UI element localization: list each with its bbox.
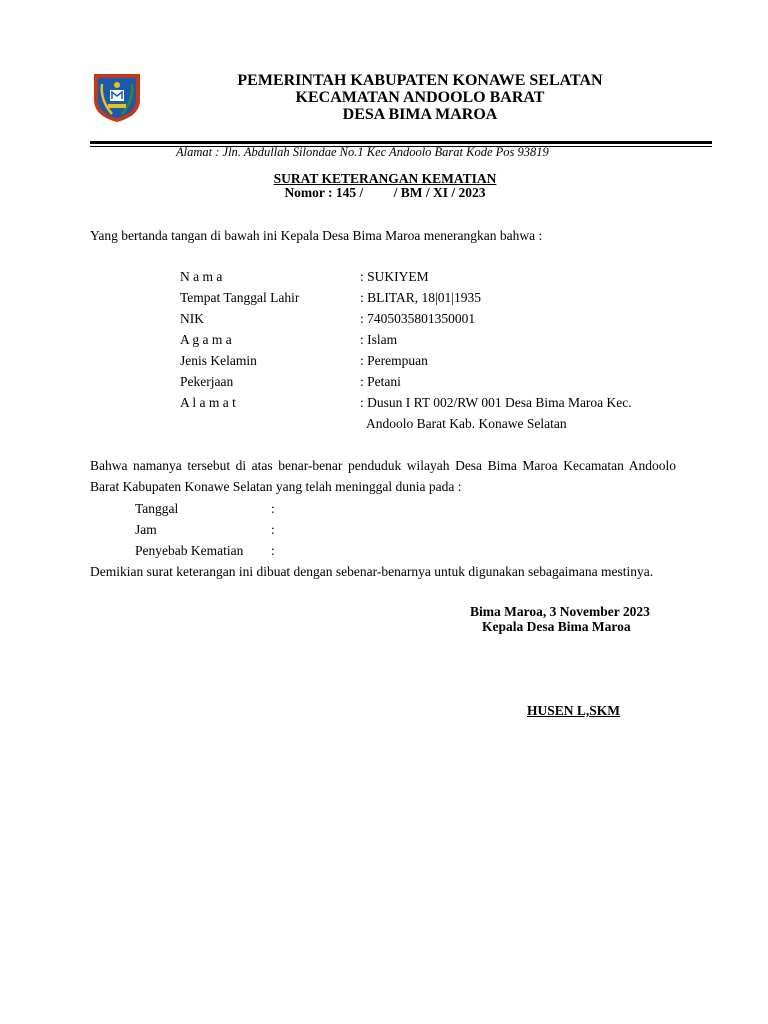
letterhead-divider-thick: [90, 141, 712, 144]
data-value: : 7405035801350001: [360, 311, 476, 326]
letterhead-line-3: DESA BIMA MAROA: [342, 106, 498, 123]
data-label: Tempat Tanggal Lahir: [180, 290, 300, 305]
detail-row-jam: [135, 519, 435, 540]
closing-paragraph: Demikian surat keterangan ini dibuat dengan sebenar-benarnya untuk digunakan sebagaimana mestinya.: [90, 564, 654, 579]
data-row-agama: [180, 329, 700, 350]
data-row-jenis-kelamin: [180, 350, 700, 371]
data-value: : BLITAR, 18|01|1935: [360, 290, 481, 305]
opening-paragraph: Yang bertanda tangan di bawah ini Kepala Desa Bima Maroa menerangkan bahwa :: [90, 228, 543, 243]
data-label: N a m a: [180, 269, 223, 284]
letterhead-address: Alamat : Jln. Abdullah Silondae No.1 Kec Andoolo Barat Kode Pos 93819: [176, 145, 549, 159]
data-label: Jenis Kelamin: [180, 353, 257, 368]
data-label: Pekerjaan: [180, 374, 234, 389]
data-row-alamat: [180, 392, 700, 413]
data-row-pekerjaan: [180, 371, 700, 392]
data-row-nama: [180, 266, 700, 287]
data-label: NIK: [180, 311, 204, 326]
signature-place-date: Bima Maroa, 3 November 2023: [470, 604, 650, 619]
data-label: A g a m a: [180, 332, 232, 347]
data-value: : Islam: [360, 332, 398, 347]
data-value: Andoolo Barat Kab. Konawe Selatan: [360, 416, 567, 431]
letterhead-line-2: KECAMATAN ANDOOLO BARAT: [295, 89, 545, 106]
data-value: : Dusun I RT 002/RW 001 Desa Bima Maroa Kec.: [360, 395, 632, 410]
data-label: A l a m a t: [180, 395, 236, 410]
data-row-nik: [180, 308, 700, 329]
detail-label: Penyebab Kematian: [135, 543, 244, 558]
letterhead-line-1: PEMERINTAH KABUPATEN KONAWE SELATAN: [237, 72, 603, 89]
statement-paragraph: Bahwa namanya tersebut di atas benar-benar penduduk wilayah Desa Bima Maroa Kecamatan Andoolo Barat Kabupaten Konawe Selatan yang telah meninggal dunia pada :: [90, 458, 676, 494]
document-title: SURAT KETERANGAN KEMATIAN: [273, 171, 497, 186]
data-row-ttl: [180, 287, 700, 308]
regency-emblem-icon: [88, 70, 146, 124]
detail-colon: :: [271, 522, 275, 537]
data-value: : SUKIYEM: [360, 269, 429, 284]
signatory-name: HUSEN L,SKM: [527, 703, 621, 718]
detail-colon: :: [271, 543, 275, 558]
data-row-alamat-cont: [180, 413, 700, 434]
letterhead-title: [170, 72, 670, 123]
data-value: : Petani: [360, 374, 401, 389]
detail-colon: :: [271, 501, 275, 516]
detail-label: Tanggal: [135, 501, 179, 516]
detail-row-penyebab: [135, 540, 435, 561]
data-value: : Perempuan: [360, 353, 428, 368]
detail-label: Jam: [135, 522, 157, 537]
detail-row-tanggal: [135, 498, 435, 519]
signature-role: Kepala Desa Bima Maroa: [482, 619, 631, 634]
document-number: Nomor : 145 / / BM / XI / 2023: [284, 185, 486, 200]
